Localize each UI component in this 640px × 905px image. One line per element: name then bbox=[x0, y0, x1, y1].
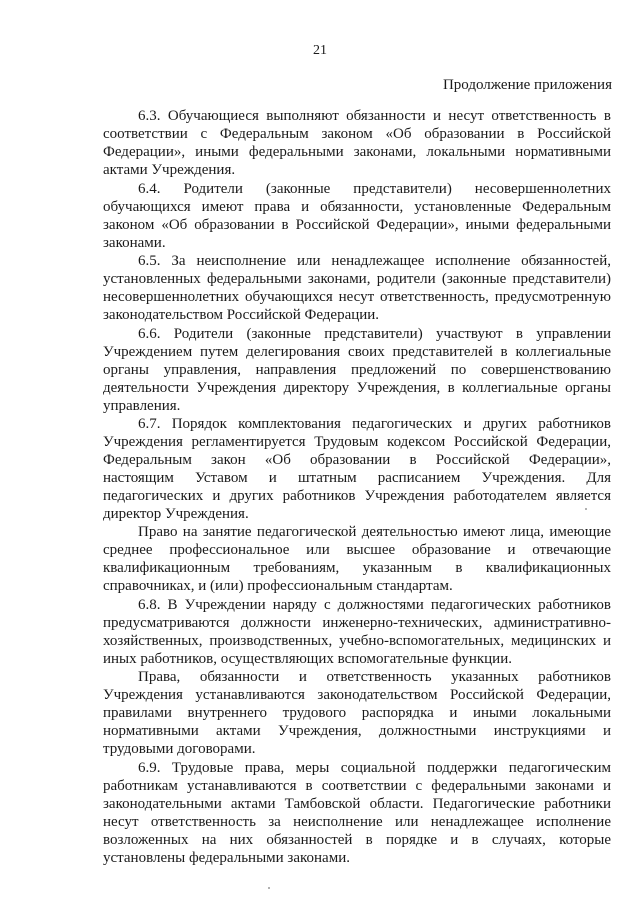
text-line: несовершеннолетних обучающихся несут ответственность, предусмотренную bbox=[103, 289, 611, 305]
text-line: 6.5. За неисполнение или ненадлежащее исполнение обязанностей, bbox=[138, 253, 611, 269]
text-line: актами Учреждения. bbox=[103, 162, 236, 178]
text-line: правилами внутреннего трудового распорядка и иными локальными bbox=[103, 705, 611, 721]
text-line: Право на занятие педагогической деятельностью имеют лица, имеющие bbox=[138, 524, 611, 540]
text-line: законом «Об образовании в Российской Федерации», иными федеральными bbox=[103, 217, 611, 233]
text-line: педагогических и других работников Учреждения работодателем является bbox=[103, 488, 611, 504]
text-line: несут ответственность за неисполнение или ненадлежащее исполнение bbox=[103, 814, 611, 830]
text-line: управления. bbox=[103, 398, 181, 414]
text-line: Учреждения устанавливаются законодательством Российской Федерации, bbox=[103, 687, 611, 703]
scan-speck bbox=[268, 887, 270, 889]
text-line: квалификационным требованиям, указанным в квалификационных bbox=[103, 560, 611, 576]
text-line: законами. bbox=[103, 235, 166, 251]
text-line: настоящим Уставом и штатным расписанием Учреждения. Для bbox=[103, 470, 611, 486]
scan-speck bbox=[585, 508, 587, 510]
text-line: трудовыми договорами. bbox=[103, 741, 256, 757]
text-line: 6.9. Трудовые права, меры социальной поддержки педагогическим bbox=[138, 760, 611, 776]
text-line: Федерации», иными федеральными законами, локальными нормативными bbox=[103, 144, 611, 160]
text-line: 6.8. В Учреждении наряду с должностями педагогических работников bbox=[138, 597, 611, 613]
text-line: 6.7. Порядок комплектования педагогических и других работников bbox=[138, 416, 611, 432]
text-line: хозяйственных, производственных, учебно-вспомогательных, медицинских и bbox=[103, 633, 611, 649]
text-line: Учреждения регламентируется Трудовым кодексом Российской Федерации, bbox=[103, 434, 611, 450]
appendix-label: Продолжение приложения bbox=[442, 77, 612, 93]
text-line: 6.4. Родители (законные представители) несовершеннолетних bbox=[138, 181, 611, 197]
text-line: установлены федеральными законами. bbox=[103, 850, 350, 866]
text-line: органы управления, направления предложений по совершенствованию bbox=[103, 362, 611, 378]
text-line: среднее профессиональное или высшее образование и отвечающие bbox=[103, 542, 611, 558]
text-line: справочниках, и (или) профессиональным стандартам. bbox=[103, 578, 453, 594]
text-line: возложенных на них обязанностей в порядке и в случаях, которые bbox=[103, 832, 611, 848]
text-line: обучающихся имеют права и обязанности, установленные Федеральным bbox=[103, 199, 611, 215]
text-line: Федеральным закон «Об образовании в Российской Федерации», bbox=[103, 452, 611, 468]
text-line: деятельности Учреждения директору Учреждения, в коллегиальные органы bbox=[103, 380, 611, 396]
page-number: 21 bbox=[313, 43, 327, 58]
text-line: иных работников, осуществляющих вспомогательные функции. bbox=[103, 651, 512, 667]
text-line: нормативными актами Учреждения, должностными инструкциями и bbox=[103, 723, 611, 739]
text-line: соответствии с Федеральным законом «Об образовании в Российской bbox=[103, 126, 611, 142]
text-line: установленных федеральными законами, родители (законные представители) bbox=[103, 271, 611, 287]
text-line: законодательными актами Тамбовской области. Педагогические работники bbox=[103, 796, 611, 812]
text-line: законодательством Российской Федерации. bbox=[103, 307, 380, 323]
text-line: директор Учреждения. bbox=[103, 506, 249, 522]
text-line: Учреждением путем делегирования своих представителей в коллегиальные bbox=[103, 344, 611, 360]
text-line: предусматриваются должности инженерно-технических, административно- bbox=[103, 615, 611, 631]
text-line: 6.6. Родители (законные представители) участвуют в управлении bbox=[138, 326, 611, 342]
text-line: Права, обязанности и ответственность указанных работников bbox=[138, 669, 611, 685]
text-line: 6.3. Обучающиеся выполняют обязанности и несут ответственность в bbox=[138, 108, 611, 124]
text-line: работникам устанавливаются в соответствии с федеральными законами и bbox=[103, 778, 611, 794]
